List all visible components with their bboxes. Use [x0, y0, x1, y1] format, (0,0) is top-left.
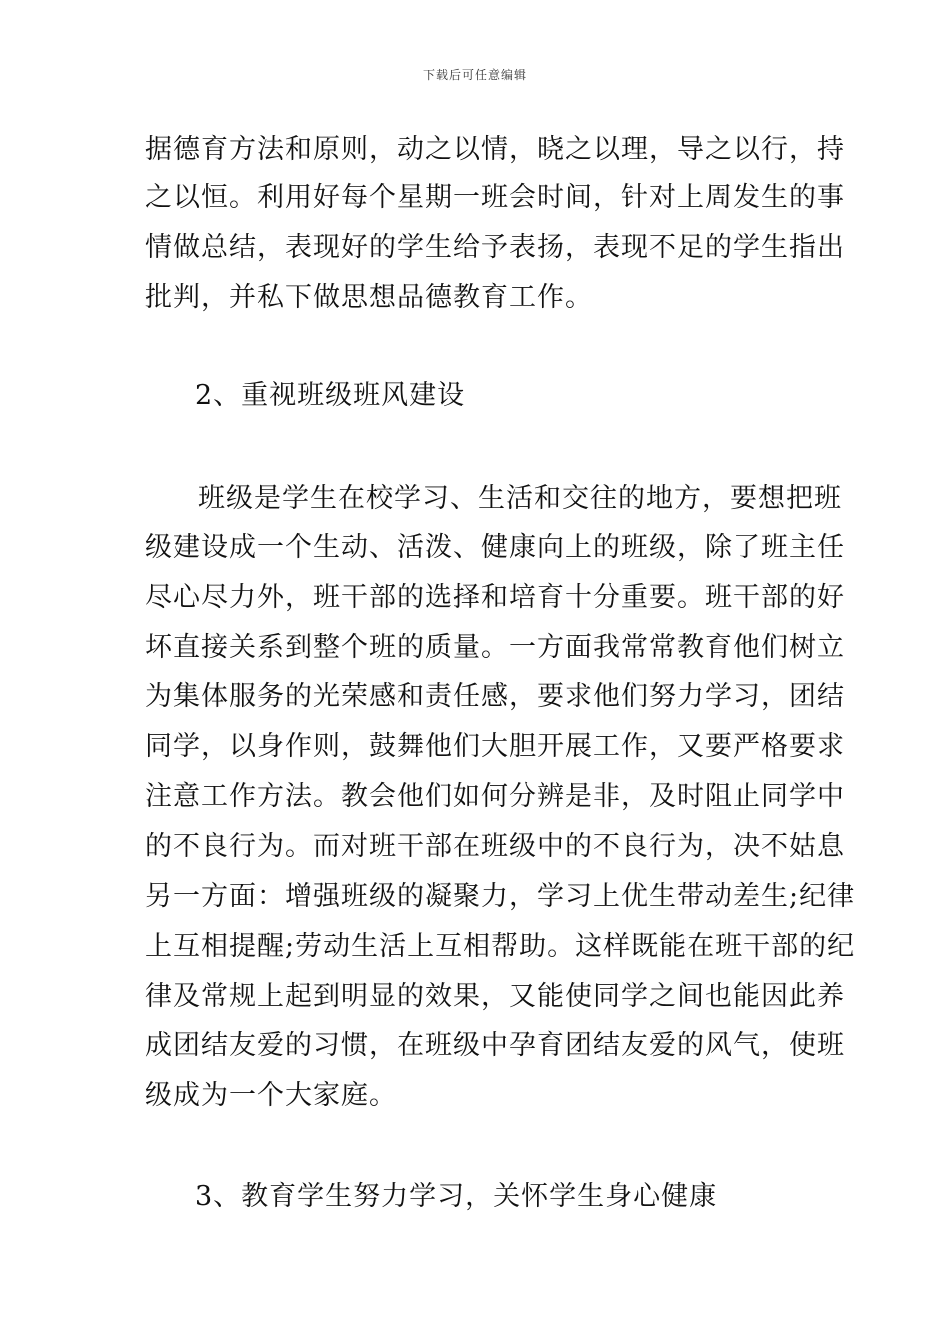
text-line: 坏直接关系到整个班的质量。一方面我常常教育他们树立	[145, 632, 845, 663]
text-line: 级成为一个大家庭。	[145, 1080, 397, 1111]
section-heading-2: 2、重视班级班风建设	[195, 380, 466, 411]
download-note: 下载后可任意编辑	[422, 68, 527, 82]
text-line: 成团结友爱的习惯，在班级中孕育团结友爱的风气，使班	[145, 1030, 845, 1061]
text-line: 上互相提醒;劳动生活上互相帮助。这样既能在班干部的纪	[145, 931, 856, 962]
text-line: 律及常规上起到明显的效果，又能使同学之间也能因此养	[145, 981, 845, 1012]
text-line: 同学，以身作则，鼓舞他们大胆开展工作，又要严格要求	[145, 731, 845, 762]
text-line: 之以恒。利用好每个星期一班会时间，针对上周发生的事	[145, 182, 845, 213]
text-line: 据德育方法和原则，动之以情，晓之以理，导之以行，持	[145, 134, 845, 165]
text-line: 批判，并私下做思想品德教育工作。	[145, 282, 593, 313]
section-heading-3: 3、教育学生努力学习，关怀学生身心健康	[195, 1181, 718, 1212]
text-line: 的不良行为。而对班干部在班级中的不良行为，决不姑息	[145, 831, 845, 862]
text-line: 班级是学生在校学习、生活和交往的地方，要想把班	[198, 483, 842, 514]
text-line: 尽心尽力外，班干部的选择和培育十分重要。班干部的好	[145, 582, 845, 613]
text-line: 情做总结，表现好的学生给予表扬，表现不足的学生指出	[145, 232, 845, 263]
text-line: 级建设成一个生动、活泼、健康向上的班级，除了班主任	[145, 532, 845, 563]
text-line: 注意工作方法。教会他们如何分辨是非，及时阻止同学中	[145, 781, 845, 812]
text-line: 为集体服务的光荣感和责任感，要求他们努力学习，团结	[145, 681, 845, 712]
text-line: 另一方面：增强班级的凝聚力，学习上优生带动差生;纪律	[145, 881, 856, 912]
